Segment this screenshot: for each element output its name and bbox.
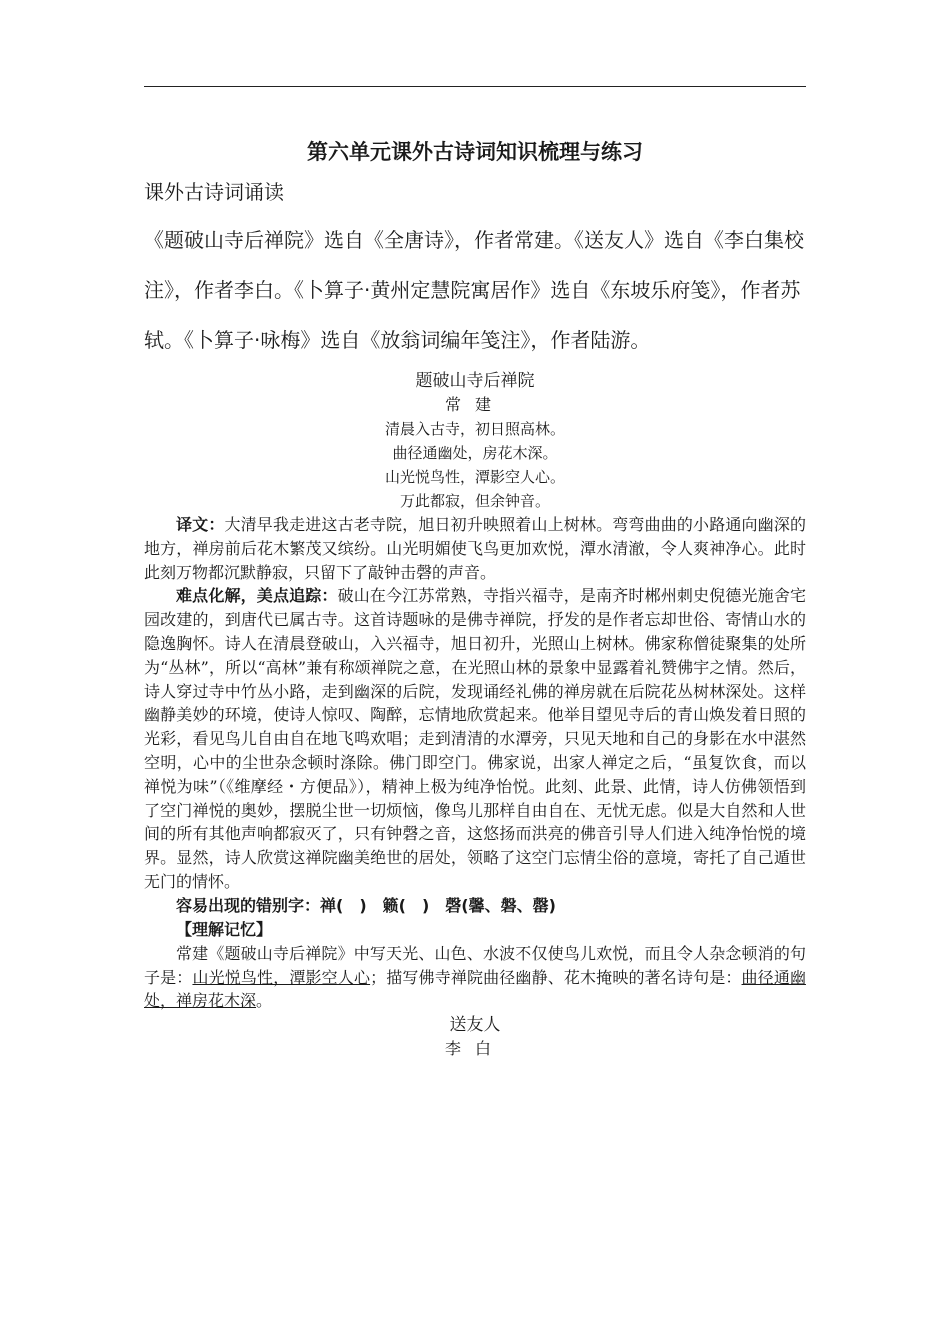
analysis-label: 难点化解，美点追踪：: [176, 586, 338, 606]
poem-line: 曲径通幽处，房花木深。: [392, 444, 558, 462]
memory-label: 【理解记忆】: [176, 919, 273, 939]
translation-text: 大清早我走进这古老寺院，旭日初升映照着山上树林。弯弯曲曲的小路通向幽深的地方，禅房前后花木繁茂又缤纷。山光明媚使飞鸟更加欢悦，潭水清澈，令人爽神净心。此时此刻万物都沉默静寂，只留下了敲钟击磬的声音。: [144, 515, 806, 582]
poem-block-1: [144, 369, 806, 513]
analysis-paragraph: [144, 584, 806, 893]
section-heading: 课外古诗词诵读: [144, 180, 284, 204]
poem-block-2: [144, 1013, 806, 1061]
memory-text-c: 。: [256, 991, 273, 1011]
translation-label: 译文：: [176, 515, 225, 534]
memory-text-b: ；描写佛寺禅院曲径幽静、花木掩映的著名诗句是：: [370, 967, 742, 987]
page-title: 第六单元课外古诗词知识梳理与练习: [307, 140, 643, 164]
poem-author: 李白: [444, 1039, 505, 1059]
header-rule: [144, 86, 806, 87]
typo-line: 容易出现的错别字：禅( ) 籁( ) 磬(馨、磐、罄): [176, 895, 556, 915]
memory-answer-b: 曲径通幽处，禅房花木深: [144, 967, 806, 1011]
document-body: [144, 128, 806, 1061]
poem-line: 清晨入古寺，初日照高林。: [384, 420, 565, 438]
poem-line: 万此都寂，但余钟音。: [399, 492, 550, 510]
poem-author: 常建: [444, 395, 505, 414]
translation-paragraph: [144, 513, 806, 584]
memory-paragraph: [144, 942, 806, 1013]
intro-paragraph: 《题破山寺后禅院》选自《全唐诗》，作者常建。《送友人》选自《李白集校注》，作者李白。《卜算子·黄州定慧院寓居作》选自《东坡乐府笺》，作者苏轼。《卜算子·咏梅》选自《放翁词编年笺注》，作者陆游。: [144, 228, 804, 352]
poem-line: 山光悦鸟性，潭影空人心。: [384, 468, 565, 486]
poem-title: 送友人: [449, 1015, 501, 1036]
analysis-text: 破山在今江苏常熟，寺指兴福寺，是南齐时郴州刺史倪德光施舍宅园改建的，到唐代已属古寺。这首诗题咏的是佛寺禅院，抒发的是作者忘却世俗、寄情山水的隐逸胸怀。诗人在清晨登破山，入兴福寺，旭日初升，光照山上树林。佛家称僧徒聚集的处所为“丛林”，所以“高林”兼有称颂禅院之意，在光照山林的景象中显露着礼赞佛宇之情。然后，诗人穿过寺中竹丛小路，走到幽深的后院，发现诵经礼佛的禅房就在后院花丛树林深处。这样幽静美妙的环境，使诗人惊叹、陶醉，忘情地欣赏起来。他举目望见寺后的青山焕发着日照的光彩，看见鸟儿自由自在地飞鸣欢唱；走到清清的水潭旁，只见天地和自己的身影在水中湛然空明，心中的尘世杂念顿时涤除。佛门即空门。佛家说，出家人禅定之后，“虽复饮食，而以禅悦为味”（《维摩经・方便品》），精神上极为纯净怡悦。此刻、此景、此情，诗人仿佛领悟到了空门禅悦的奥妙，摆脱尘世一切烦恼，像鸟儿那样自由自在、无忧无虑。似是大自然和人世间的所有其他声响都寂灭了，只有钟磬之音，这悠扬而洪亮的佛音引导人们进入纯净怡悦的境界。显然，诗人欣赏这禅院幽美绝世的居处，领略了这空门忘情尘俗的意境，寄托了自己遁世无门的情怀。: [144, 586, 806, 891]
memory-answer-a: 山光悦鸟性，潭影空人心: [192, 967, 371, 987]
memory-text-a: 常建《题破山寺后禅院》中写天光、山色、水波不仅使鸟儿欢悦，而且令人杂念顿消的句子是：: [144, 943, 806, 987]
poem-title: 题破山寺后禅院: [415, 371, 535, 391]
